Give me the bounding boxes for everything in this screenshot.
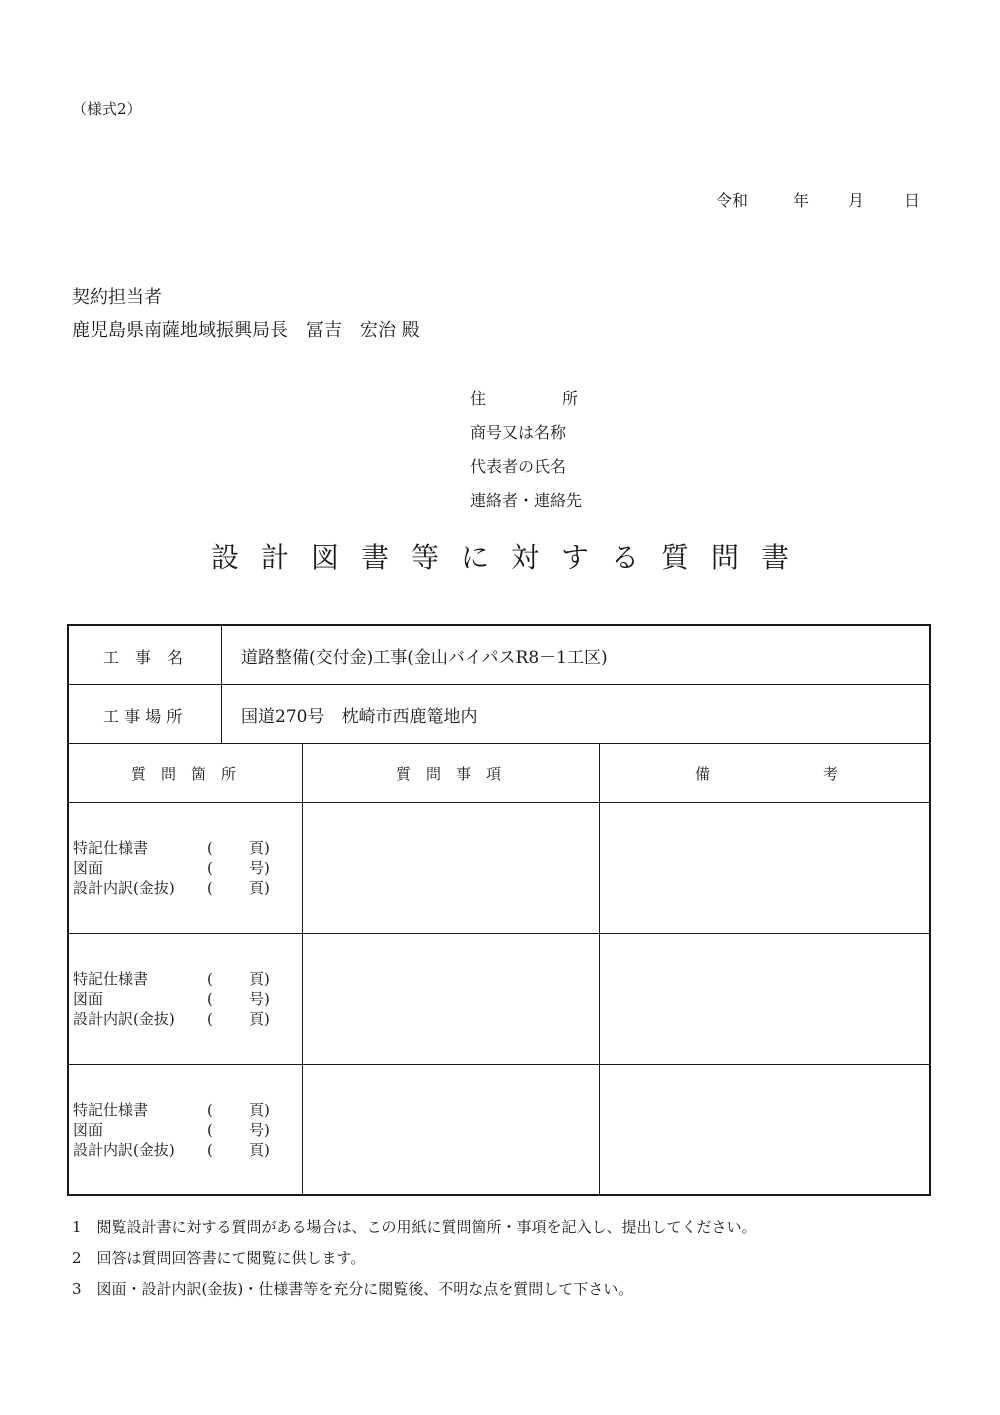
table-divider <box>69 684 929 685</box>
table-divider <box>221 626 222 743</box>
question-location-cell <box>73 1100 283 1160</box>
location-line-breakdown <box>73 1140 283 1160</box>
location-open-paren: ( <box>207 879 213 897</box>
location-unit: 頁) <box>249 1141 270 1159</box>
note-2: 2 回答は質問回答書にて閲覧に供します。 <box>72 1249 366 1267</box>
note-1: 1 閲覧設計書に対する質問がある場合は、この用紙に質問箇所・事項を記入し、提出してください。 <box>72 1218 757 1236</box>
form-number: （様式2） <box>72 100 142 118</box>
location-unit: 頁) <box>249 879 270 897</box>
sender-representative-label: 代表者の氏名 <box>470 457 567 476</box>
table-divider <box>302 743 303 1196</box>
location-line-drawing <box>73 858 283 878</box>
location-open-paren: ( <box>207 1010 213 1028</box>
question-location-cell <box>73 969 283 1029</box>
date-year: 年 <box>793 191 810 210</box>
col-header-remarks-a: 備 <box>695 765 711 783</box>
location-unit: 号) <box>249 990 270 1008</box>
location-label: 特記仕様書 <box>73 970 149 988</box>
col-header-question-item: 質 問 事 項 <box>396 765 502 783</box>
date-era: 令和 <box>716 191 749 210</box>
sender-address-label-a: 住 <box>470 389 487 408</box>
table-divider <box>599 743 600 1196</box>
location-label: 設計内訳(金抜) <box>73 1010 175 1028</box>
location-unit: 頁) <box>249 970 270 988</box>
addressee-name: 鹿児島県南薩地域振興局長 冨吉 宏治 殿 <box>72 320 420 341</box>
location-line-breakdown <box>73 1009 283 1029</box>
note-3: 3 図面・設計内訳(金抜)・仕様書等を充分に閲覧後、不明な点を質問して下さい。 <box>72 1280 634 1298</box>
question-form-table <box>67 624 931 1196</box>
location-label: 設計内訳(金抜) <box>73 879 175 897</box>
document-title: 設計図書等に対する質問書 <box>210 541 811 574</box>
sender-company-label: 商号又は名称 <box>470 423 567 442</box>
project-site-value: 国道270号 枕崎市西鹿篭地内 <box>241 707 478 727</box>
question-location-cell <box>73 838 283 898</box>
location-line-breakdown <box>73 878 283 898</box>
sender-contact-label: 連絡者・連絡先 <box>470 491 583 510</box>
col-header-question-location: 質 問 箇 所 <box>131 765 237 783</box>
table-divider <box>69 1064 929 1065</box>
location-label: 特記仕様書 <box>73 1101 149 1119</box>
location-open-paren: ( <box>207 1101 213 1119</box>
location-line-drawing <box>73 1120 283 1140</box>
location-open-paren: ( <box>207 1121 213 1139</box>
location-unit: 頁) <box>249 1010 270 1028</box>
location-line-drawing <box>73 989 283 1009</box>
date-day: 日 <box>904 191 921 210</box>
table-divider <box>69 743 929 744</box>
location-label: 図面 <box>73 859 104 877</box>
sender-address-label-b: 所 <box>562 389 579 408</box>
project-name-value: 道路整備(交付金)工事(金山バイパスR8－1工区) <box>241 648 608 668</box>
col-header-remarks-b: 考 <box>823 765 839 783</box>
addressee-role: 契約担当者 <box>72 287 162 308</box>
location-unit: 号) <box>249 1121 270 1139</box>
location-line-spec <box>73 1100 283 1120</box>
project-site-label: 工 事 場 所 <box>103 707 183 726</box>
location-open-paren: ( <box>207 859 213 877</box>
location-line-spec <box>73 838 283 858</box>
location-label: 設計内訳(金抜) <box>73 1141 175 1159</box>
project-name-label: 工 事 名 <box>103 648 184 667</box>
location-open-paren: ( <box>207 839 213 857</box>
table-divider <box>69 802 929 803</box>
location-label: 図面 <box>73 1121 104 1139</box>
location-label: 特記仕様書 <box>73 839 149 857</box>
location-open-paren: ( <box>207 1141 213 1159</box>
location-unit: 頁) <box>249 839 270 857</box>
location-open-paren: ( <box>207 990 213 1008</box>
location-open-paren: ( <box>207 970 213 988</box>
location-label: 図面 <box>73 990 104 1008</box>
date-month: 月 <box>848 191 865 210</box>
location-line-spec <box>73 969 283 989</box>
location-unit: 号) <box>249 859 270 877</box>
location-unit: 頁) <box>249 1101 270 1119</box>
table-divider <box>69 933 929 934</box>
